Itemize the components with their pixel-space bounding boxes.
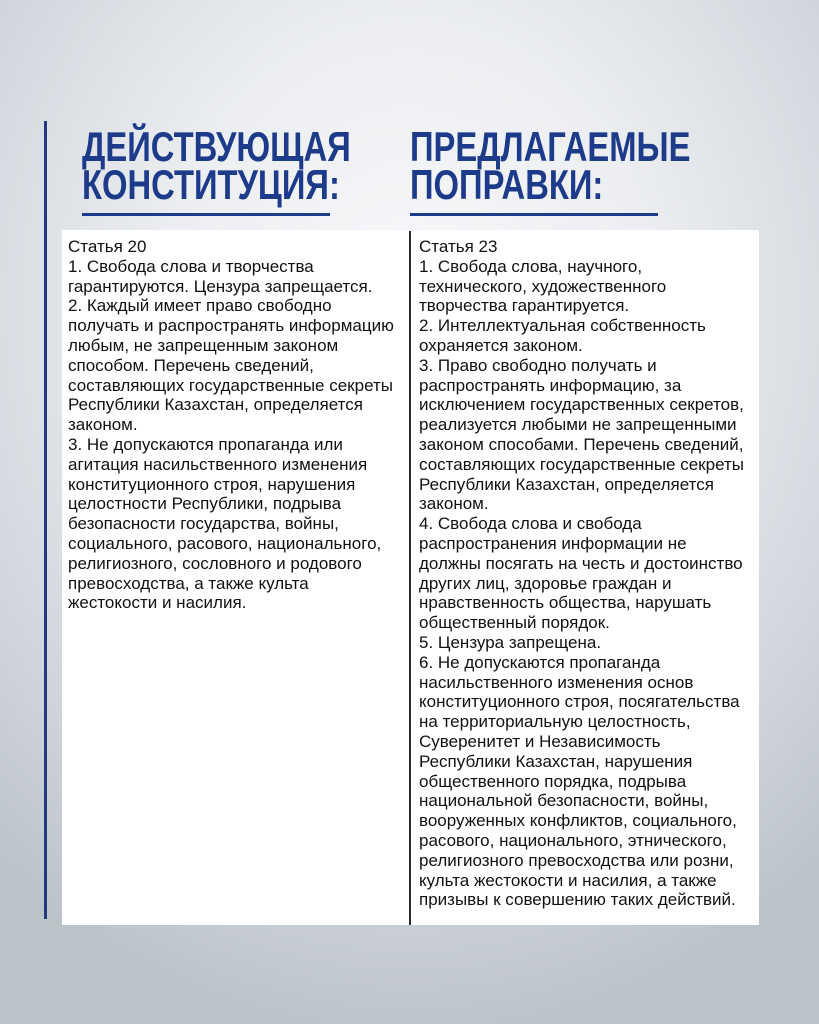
text-line: нравственность общества, нарушать: [419, 593, 712, 613]
proposed-text: [419, 237, 744, 910]
current-text: [68, 237, 394, 613]
paragraph: [419, 653, 744, 910]
text-line: законом способами. Перечень сведений,: [419, 434, 744, 454]
text-line: технического, художественного: [419, 276, 667, 296]
heading-line: КОНСТИТУЦИЯ:: [82, 161, 340, 208]
heading-line: ПРЕДЛАГАЕМЫЕ: [410, 123, 691, 170]
text-line: гарантируются. Цензура запрещается.: [68, 276, 373, 296]
column-separator: [409, 231, 411, 925]
text-line: общественного порядка, подрыва: [419, 771, 687, 791]
text-line: национальной безопасности, войны,: [419, 791, 709, 811]
proposed-heading-underline: [410, 213, 658, 216]
text-line: Республики Казахстан, определяется: [419, 474, 714, 494]
paragraph: [68, 435, 394, 613]
text-line: безопасности государства, войны,: [68, 514, 339, 534]
text-line: общественный порядок.: [419, 613, 610, 633]
current-constitution-heading: [82, 123, 351, 208]
proposed-amendments-heading: [410, 123, 691, 208]
paragraph: [419, 356, 744, 514]
text-line: конституционного строя, нарушения: [68, 474, 356, 494]
text-line: 3. Право свободно получать и: [419, 355, 657, 375]
text-line: Республики Казахстан, определяется: [68, 395, 363, 415]
article-title: Статья 20: [68, 237, 147, 256]
text-line: конституционного строя, посягательства: [419, 692, 740, 712]
text-line: распространения информации не: [419, 533, 687, 553]
text-line: религиозного, сословного и родового: [68, 553, 362, 573]
accent-bar: [44, 121, 47, 919]
text-line: Республики Казахстан, нарушения: [419, 751, 693, 771]
paragraph: [419, 633, 744, 653]
text-line: законом.: [419, 494, 489, 514]
text-line: 4. Свобода слова и свобода: [419, 514, 642, 534]
text-line: 1. Свобода слова и творчества: [68, 256, 314, 276]
text-line: 5. Цензура запрещена.: [419, 632, 602, 652]
text-line: составляющих государственные секреты: [419, 454, 744, 474]
text-line: получать и распространять информацию: [68, 316, 394, 336]
heading-line: ДЕЙСТВУЮЩАЯ: [82, 123, 351, 170]
text-line: социального, расового, национального,: [68, 533, 382, 553]
paragraph: [419, 316, 744, 356]
text-line: составляющих государственные секреты: [68, 375, 393, 395]
text-line: других лиц, здоровье граждан и: [419, 573, 672, 593]
text-line: творчества гарантируется.: [419, 296, 630, 316]
text-line: 6. Не допускаются пропаганда: [419, 652, 661, 672]
text-line: вооруженных конфликтов, социального,: [419, 811, 737, 831]
text-line: 1. Свобода слова, научного,: [419, 256, 643, 276]
text-line: должны посягать на честь и достоинство: [419, 553, 743, 573]
current-heading-underline: [82, 213, 330, 216]
text-line: агитация насильственного изменения: [68, 454, 368, 474]
text-line: 3. Не допускаются пропаганда или: [68, 434, 343, 454]
text-line: способом. Перечень сведений,: [68, 355, 314, 375]
text-line: 2. Интеллектуальная собственность: [419, 316, 706, 336]
text-line: культа жестокости и насилия, а также: [419, 870, 717, 890]
paragraph: [419, 514, 744, 633]
paragraph: [68, 296, 394, 435]
text-line: реализуется любыми не запрещенными: [419, 415, 737, 435]
text-line: превосходства, а также культа: [68, 573, 309, 593]
heading-line: ПОПРАВКИ:: [410, 161, 604, 208]
text-line: насильственного изменения основ: [419, 672, 694, 692]
text-line: любым, не запрещенным законом: [68, 335, 339, 355]
text-line: целостности Республики, подрыва: [68, 494, 342, 514]
paragraph: [68, 257, 394, 297]
text-line: на территориальную целостность,: [419, 712, 691, 732]
text-line: 2. Каждый имеет право свободно: [68, 296, 332, 316]
text-line: призывы к совершению таких действий.: [419, 890, 736, 910]
text-line: расового, национального, этнического,: [419, 830, 727, 850]
article-title: Статья 23: [419, 237, 498, 256]
text-line: распространять информацию, за: [419, 375, 682, 395]
text-line: охраняется законом.: [419, 335, 583, 355]
text-line: законом.: [68, 415, 138, 435]
text-line: исключением государственных секретов,: [419, 395, 744, 415]
comparison-panel: [62, 230, 759, 925]
text-line: Суверенитет и Независимость: [419, 731, 661, 751]
text-line: жестокости и насилия.: [68, 593, 247, 613]
paragraph: [419, 257, 744, 316]
text-line: религиозного превосходства или розни,: [419, 850, 734, 870]
